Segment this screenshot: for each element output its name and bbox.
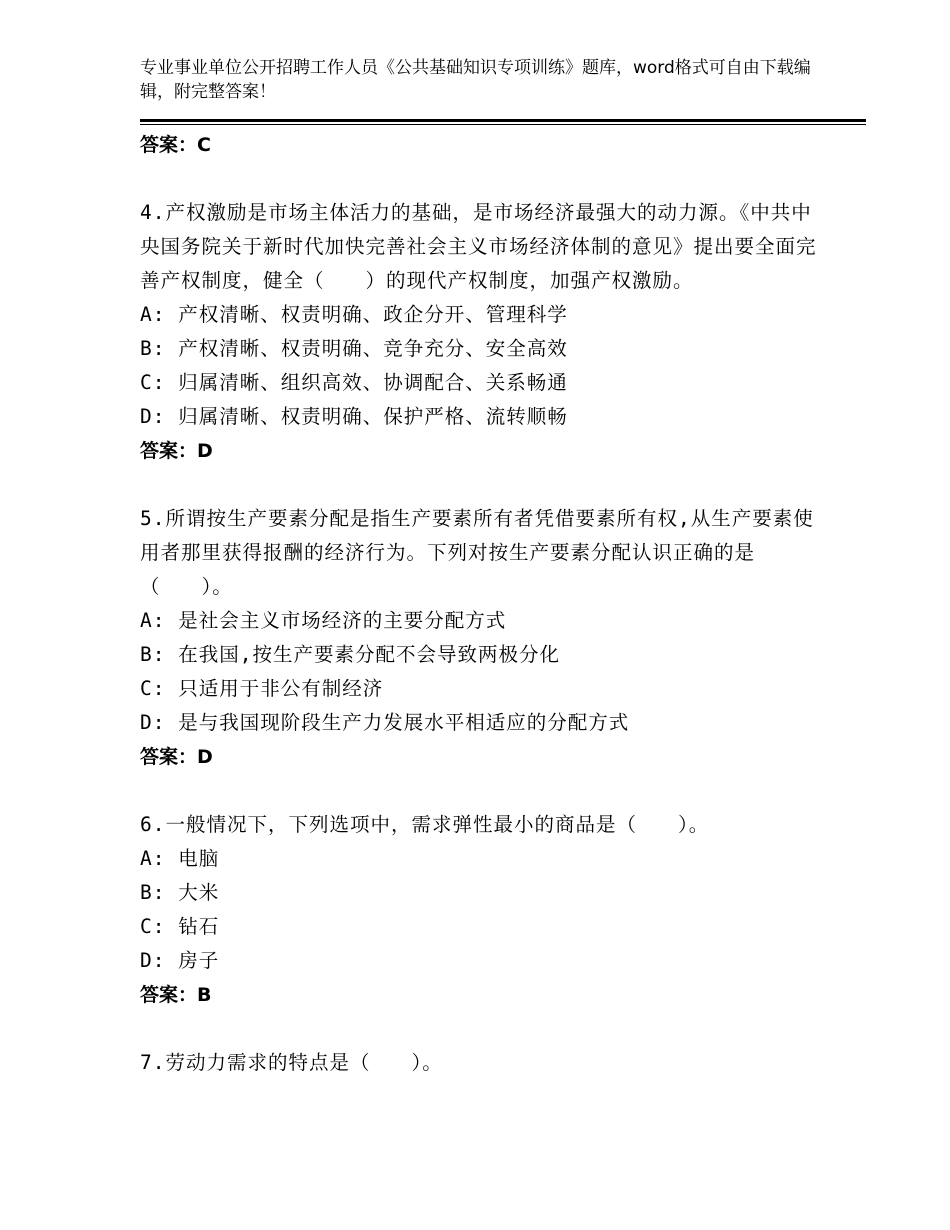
question-text: 6.一般情况下，下列选项中，需求弹性最小的商品是（ ）。 [140,813,710,836]
option-a: A: 产权清晰、权责明确、政企分开、管理科学 [140,303,568,326]
page-header: 专业事业单位公开招聘工作人员《公共基础知识专项训练》题库，word格式可自由下载编辑，附完整答案！ [140,58,811,102]
answer-line: 答案：B [140,984,212,1006]
option-b: B: 产权清晰、权责明确、竞争充分、安全高效 [140,337,568,360]
answer-line: 答案：D [140,440,213,462]
option-a: A: 是社会主义市场经济的主要分配方式 [140,609,507,632]
question-block [140,1046,830,1080]
question-block [140,502,830,774]
header-rule-thick [140,119,866,122]
question-text: 5.所谓按生产要素分配是指生产要素所有者凭借要素所有权,从生产要素使用者那里获得报酬的经济行为。下列对按生产要素分配认识正确的是（ ）。 [140,507,814,598]
question-list [140,128,830,1080]
option-d: D: 归属清晰、权责明确、保护严格、流转顺畅 [140,405,568,428]
question-text: 4.产权激励是市场主体活力的基础，是市场经济最强大的动力源。《中共中央国务院关于新时代加快完善社会主义市场经济体制的意见》提出要全面完善产权制度，健全（ ）的现代产权制度，加强产权激励。 [140,201,817,292]
question-text: 7.劳动力需求的特点是（ ）。 [140,1051,443,1074]
question-block [140,196,830,468]
option-d: D: 房子 [140,949,220,972]
option-c: C: 归属清晰、组织高效、协调配合、关系畅通 [140,371,568,394]
answer-line: 答案：D [140,746,213,768]
header-rule-thin [140,124,866,125]
option-b: B: 在我国,按生产要素分配不会导致两极分化 [140,643,560,666]
option-c: C: 只适用于非公有制经济 [140,677,384,700]
option-d: D: 是与我国现阶段生产力发展水平相适应的分配方式 [140,711,630,734]
option-a: A: 电脑 [140,847,220,870]
answer-line: 答案：C [140,134,211,156]
question-block [140,808,830,1012]
option-c: C: 钻石 [140,915,220,938]
option-b: B: 大米 [140,881,220,904]
